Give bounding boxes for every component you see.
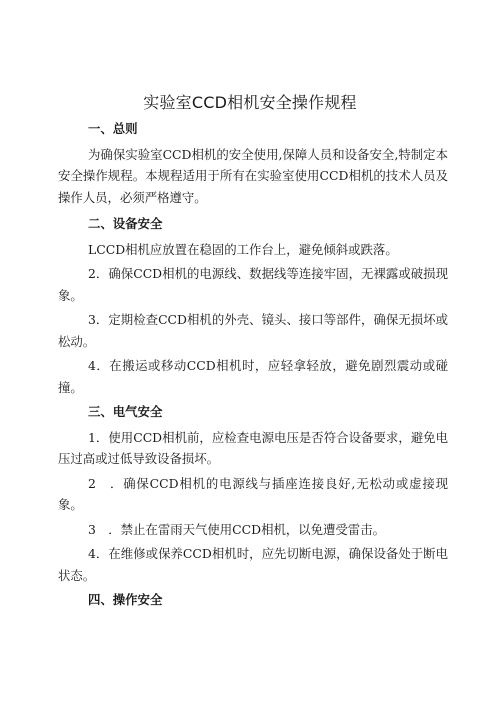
document-body — [58, 118, 448, 615]
section-general-paragraph: 为确保实验室CCD相机的安全使用,保障人员和设备安全,特制定本安全操作规程。本规程适用于所有在实验室使用CCD相机的技术人员及操作人员，必须严格遵守。 — [58, 146, 448, 205]
electrical-item-2: 2 ．确保CCD相机的电源线与插座连接良好,无松动或虚接现象。 — [58, 475, 448, 512]
section-heading-equipment: 二、设备安全 — [88, 216, 163, 231]
equipment-item-1: LCCD相机应放置在稳固的工作台上，避免倾斜或跌落。 — [88, 241, 398, 257]
electrical-item-3: 3 ．禁止在雷雨天气使用CCD相机，以免遭受雷击。 — [88, 521, 385, 537]
document-title: 实验室CCD相机安全操作规程 — [143, 93, 357, 112]
section-heading-general: 一、总则 — [88, 121, 138, 136]
equipment-item-3: 3．定期检查CCD相机的外壳、镜头、接口等部件，确保无损坏或松动。 — [58, 312, 448, 349]
electrical-item-4: 4．在维修或保养CCD相机时，应先切断电源，确保设备处于断电状态。 — [58, 546, 448, 583]
section-heading-operation: 四、操作安全 — [88, 592, 163, 607]
equipment-item-4: 4．在搬运或移动CCD相机时，应轻拿轻放，避免剧烈震动或碰撞。 — [58, 358, 448, 395]
section-heading-electrical: 三、电气安全 — [88, 404, 163, 419]
electrical-item-1: 1．使用CCD相机前，应检查电源电压是否符合设备要求，避免电压过高或过低导致设备损坏。 — [58, 429, 448, 466]
equipment-item-2: 2．确保CCD相机的电源线、数据线等连接牢固，无裸露或破损现象。 — [58, 266, 448, 303]
